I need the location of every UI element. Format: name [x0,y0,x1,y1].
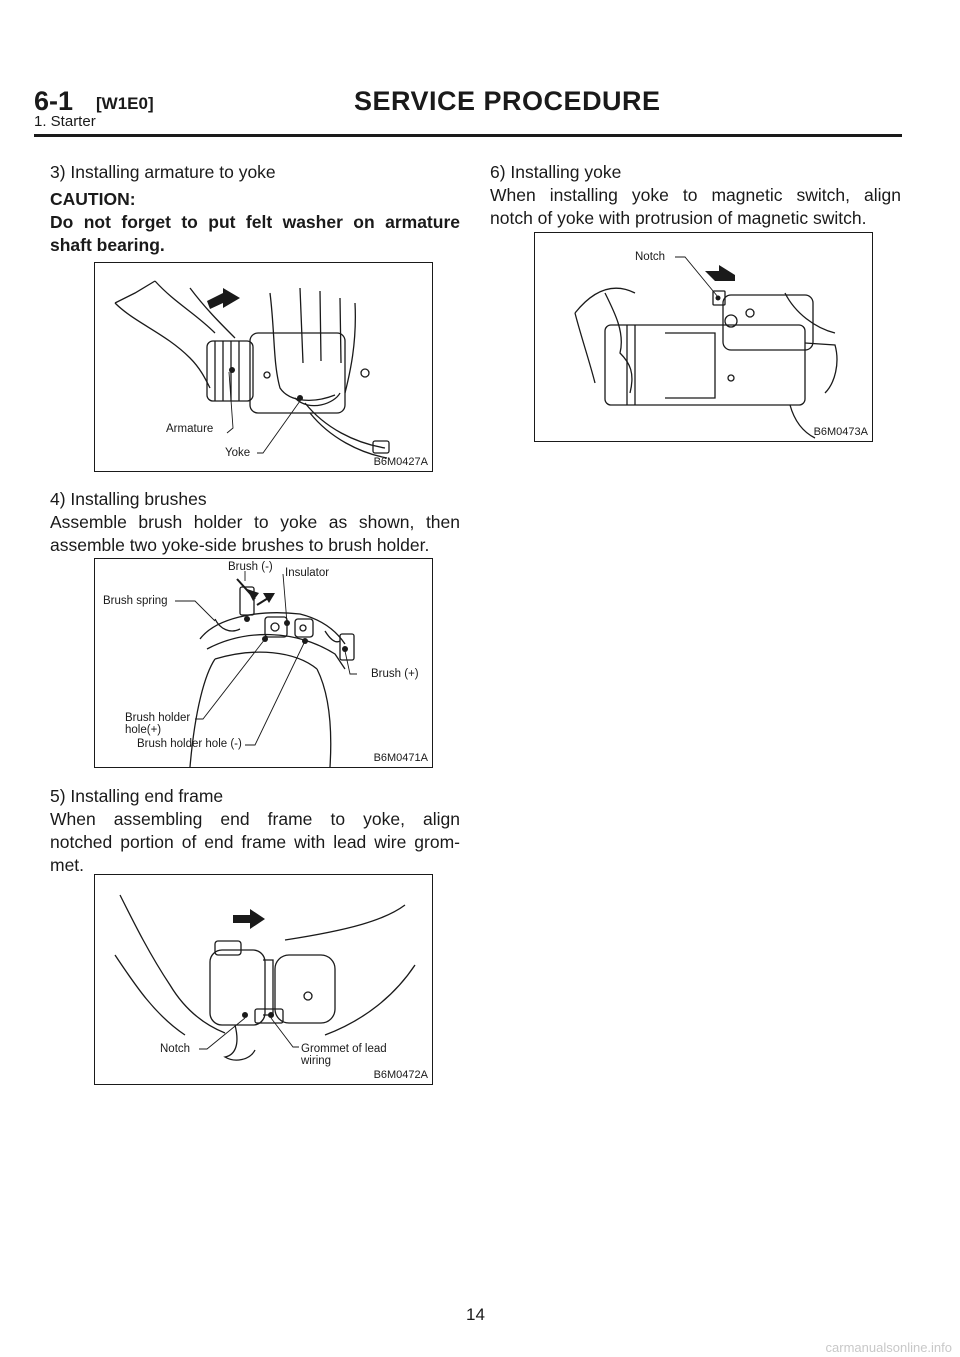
step4-line-1: Assemble brush holder to yoke as shown, then [50,512,460,532]
figure-code: B6M0471A [373,752,428,764]
label-brush-negative: Brush (-) [228,561,273,573]
label-holder-hole-negative: Brush holder hole (-) [137,738,242,750]
caution-line-1: Do not forget to put felt washer on armature [50,212,460,232]
label-holder-hole-positive-1: Brush holder [125,712,191,724]
header-rule [34,134,902,137]
label-brush-spring: Brush spring [103,595,168,607]
section-code: [W1E0] [96,94,154,113]
figure-code: B6M0427A [373,456,428,468]
step4-line-2: assemble two yoke-side brushes to brush holder. [50,535,430,555]
yoke-switch-illustration [535,233,872,441]
label-insulator: Insulator [285,567,330,579]
label-grommet-2: wiring [301,1055,332,1067]
figure-brushes [94,558,433,768]
figure-end-frame [94,874,433,1085]
step6-line-1: When installing yoke to magnetic switch, align [490,185,901,205]
figure-armature-yoke [94,262,433,472]
page-title: SERVICE PROCEDURE [354,86,661,116]
step5-line-2: notched portion of end frame with lead wire grom- [50,832,460,852]
page-subtitle: 1. Starter [34,113,96,130]
step5-line-1: When assembling end frame to yoke, align [50,809,460,829]
figure-code: B6M0472A [373,1069,428,1081]
step6-line-2: notch of yoke with protrusion of magnetic switch. [490,208,867,228]
label-grommet-1: Grommet of lead [301,1043,387,1055]
section-number: 6-1 [34,86,74,116]
step6-heading: 6) Installing yoke [490,162,622,182]
figure-code: B6M0473A [813,426,868,438]
label-notch: Notch [160,1043,191,1055]
step3-heading: 3) Installing armature to yoke [50,162,276,182]
label-notch: Notch [635,251,666,263]
step5-line-3: met. [50,855,85,875]
page-number: 14 [466,1305,485,1324]
figure-yoke [534,232,873,442]
label-brush-positive: Brush (+) [371,668,419,680]
label-holder-hole-positive-2: hole(+) [125,724,162,736]
armature-yoke-illustration [95,263,432,471]
step4-heading: 4) Installing brushes [50,489,207,509]
caution-line-2: shaft bearing. [50,235,165,255]
watermark[interactable]: carmanualsonline.info [825,1340,952,1355]
step5-heading: 5) Installing end frame [50,786,224,806]
caution-label: CAUTION: [50,189,136,209]
label-yoke: Yoke [225,447,251,459]
label-armature: Armature [166,423,214,435]
